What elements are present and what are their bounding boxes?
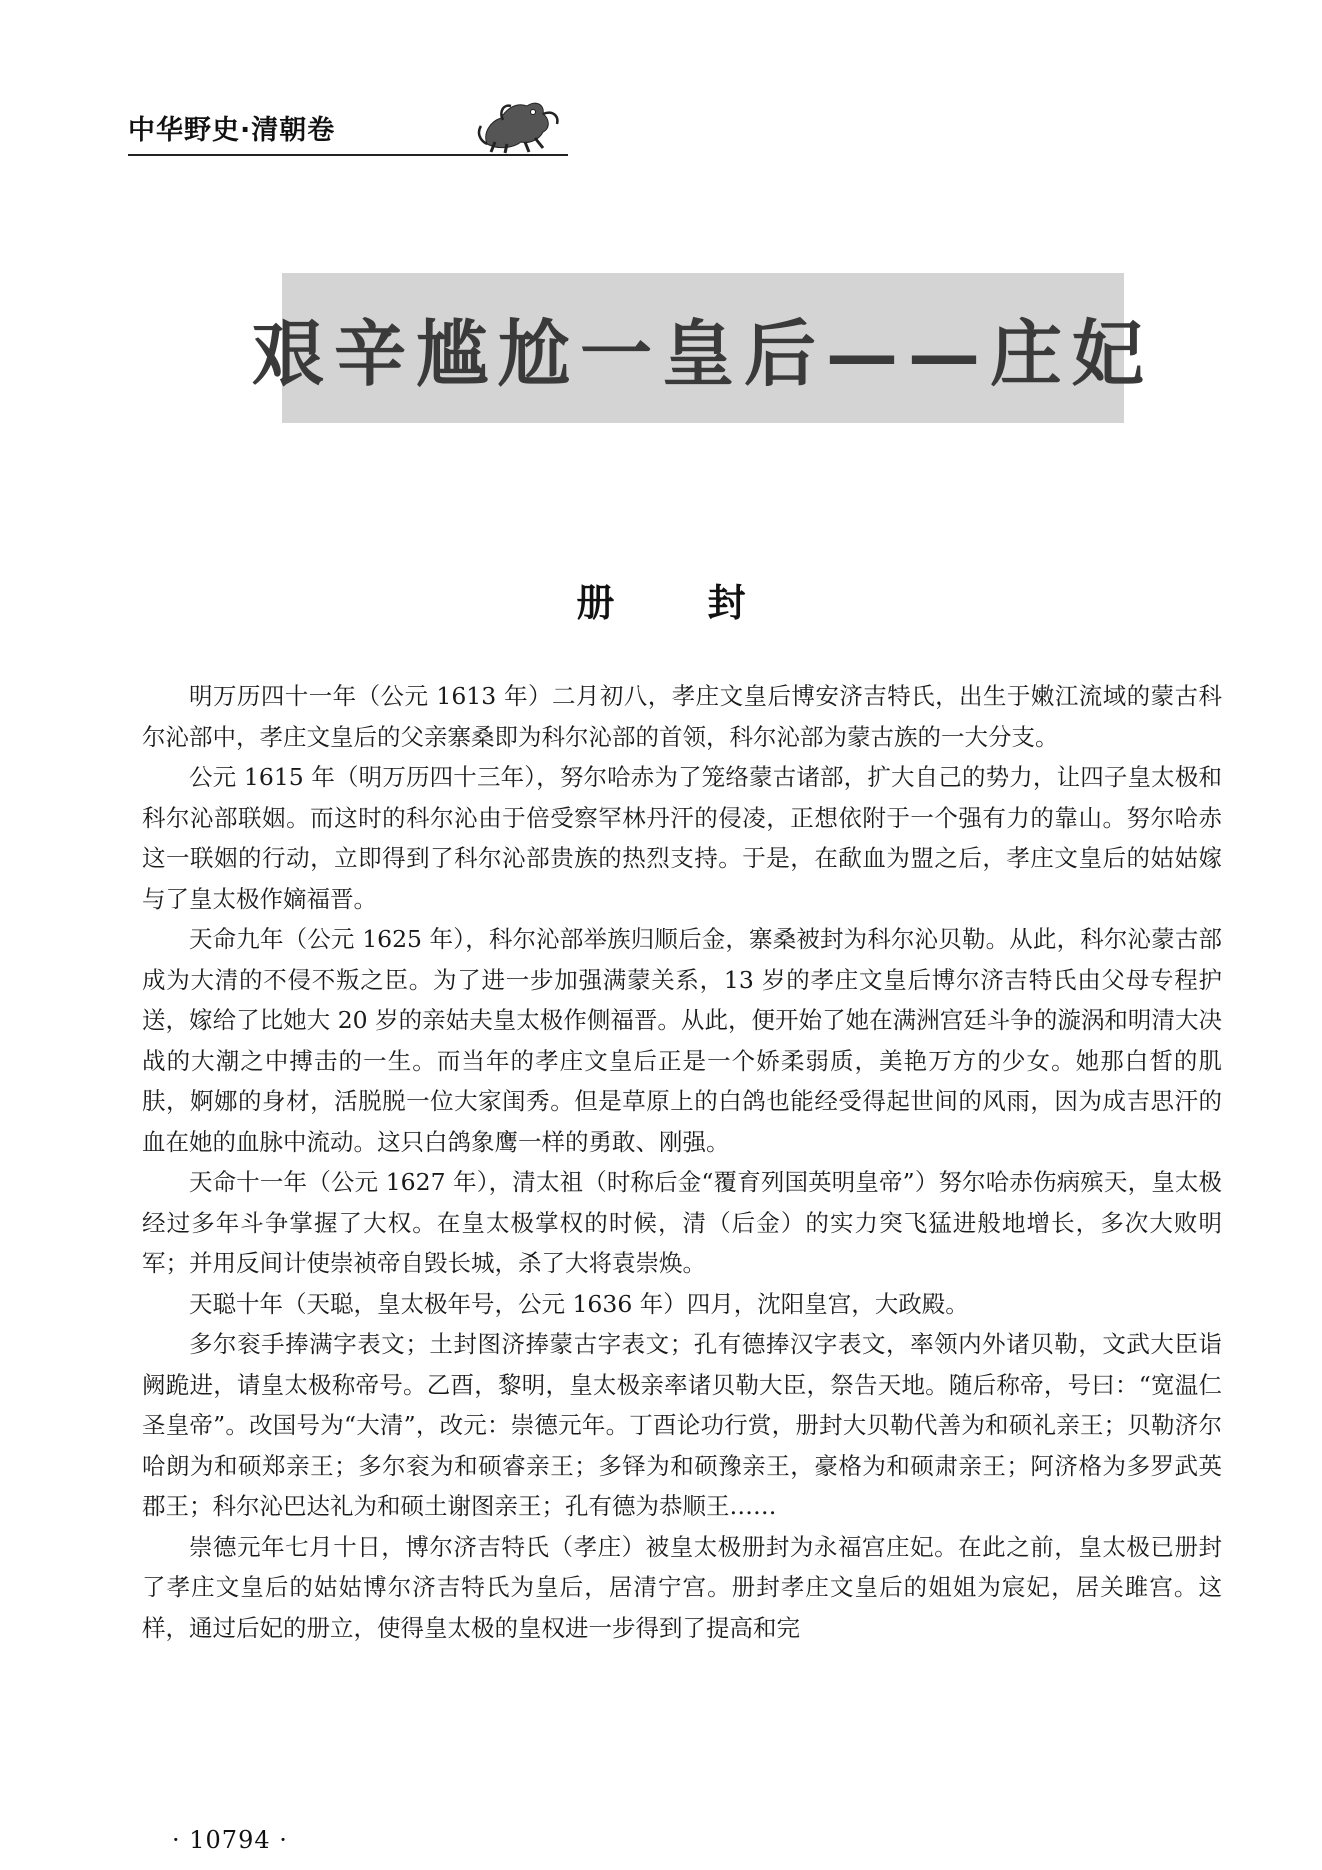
dragon-emblem-icon [473,96,563,154]
chapter-title: 艰辛尴尬一皇后——庄妃 [252,311,1155,396]
body-text [142,676,1222,1648]
series-title: 中华野史·清朝卷 [128,115,336,146]
header-rule [128,154,568,156]
paragraph: 天命十一年（公元 1627 年），清太祖（时称后金“覆育列国英明皇帝”）努尔哈赤伤病殡天，皇太极经过多年斗争掌握了大权。在皇太极掌权的时候，清（后金）的实力突飞猛进般地增长，多次大败明军；并用反间计使崇祯帝自毁长城，杀了大将袁崇焕。 [142,1168,1222,1277]
paragraph: 多尔衮手捧满字表文；土封图济捧蒙古字表文；孔有德捧汉字表文，率领内外诸贝勒，文武大臣诣阙跪进，请皇太极称帝号。乙酉，黎明，皇太极亲率诸贝勒大臣，祭告天地。随后称帝，号曰：“宽温仁圣皇帝”。改国号为“大清”，改元：崇德元年。丁酉论功行赏，册封大贝勒代善为和硕礼亲王；贝勒济尔哈朗为和硕郑亲王；多尔衮为和硕睿亲王；多铎为和硕豫亲王，豪格为和硕肃亲王；阿济格为多罗武英郡王；科尔沁巴达礼为和硕土谢图亲王；孔有德为恭顺王…… [142,1330,1222,1520]
chapter-title-banner [252,273,1155,423]
section-heading: 册 封 [576,581,786,625]
paragraph: 公元 1615 年（明万历四十三年），努尔哈赤为了笼络蒙古诸部，扩大自己的势力，让四子皇太极和科尔沁部联姻。而这时的科尔沁由于倍受察罕林丹汗的侵凌，正想依附于一个强有力的靠山。努尔哈赤这一联姻的行动，立即得到了科尔沁部贵族的热烈支持。于是，在歃血为盟之后，孝庄文皇后的姑姑嫁与了皇太极作嫡福晋。 [142,763,1222,913]
running-header [128,100,568,158]
page-number: · 10794 · [172,1826,288,1854]
paragraph: 崇德元年七月十日，博尔济吉特氏（孝庄）被皇太极册封为永福宫庄妃。在此之前，皇太极已册封了孝庄文皇后的姑姑博尔济吉特氏为皇后，居清宁宫。册封孝庄文皇后的姐姐为宸妃，居关雎宫。这样，通过后妃的册立，使得皇太极的皇权进一步得到了提高和完 [142,1532,1222,1642]
paragraph: 天聪十年（天聪，皇太极年号，公元 1636 年）四月，沈阳皇宫，大政殿。 [189,1289,969,1318]
paragraph: 明万历四十一年（公元 1613 年）二月初八，孝庄文皇后博安济吉特氏，出生于嫩江流域的蒙古科尔沁部中，孝庄文皇后的父亲寨桑即为科尔沁部的首领，科尔沁部为蒙古族的一大分支。 [142,682,1222,751]
paragraph: 天命九年（公元 1625 年），科尔沁部举族归顺后金，寨桑被封为科尔沁贝勒。从此，科尔沁蒙古部成为大清的不侵不叛之臣。为了进一步加强满蒙关系，13 岁的孝庄文皇后博尔济吉特氏由父母专程护送，嫁给了比她大 20 岁的亲姑夫皇太极作侧福晋。从此，便开始了她在满洲宫廷斗争的漩涡和明清大决战的大潮之中搏击的一生。而当年的孝庄文皇后正是一个娇柔弱质，美艳万方的少女。她那白皙的肌肤，婀娜的身材，活脱脱一位大家闺秀。但是草原上的白鸽也能经受得起世间的风雨，因为成吉思汗的血在她的血脉中流动。这只白鸽象鹰一样的勇敢、刚强。 [142,925,1222,1156]
